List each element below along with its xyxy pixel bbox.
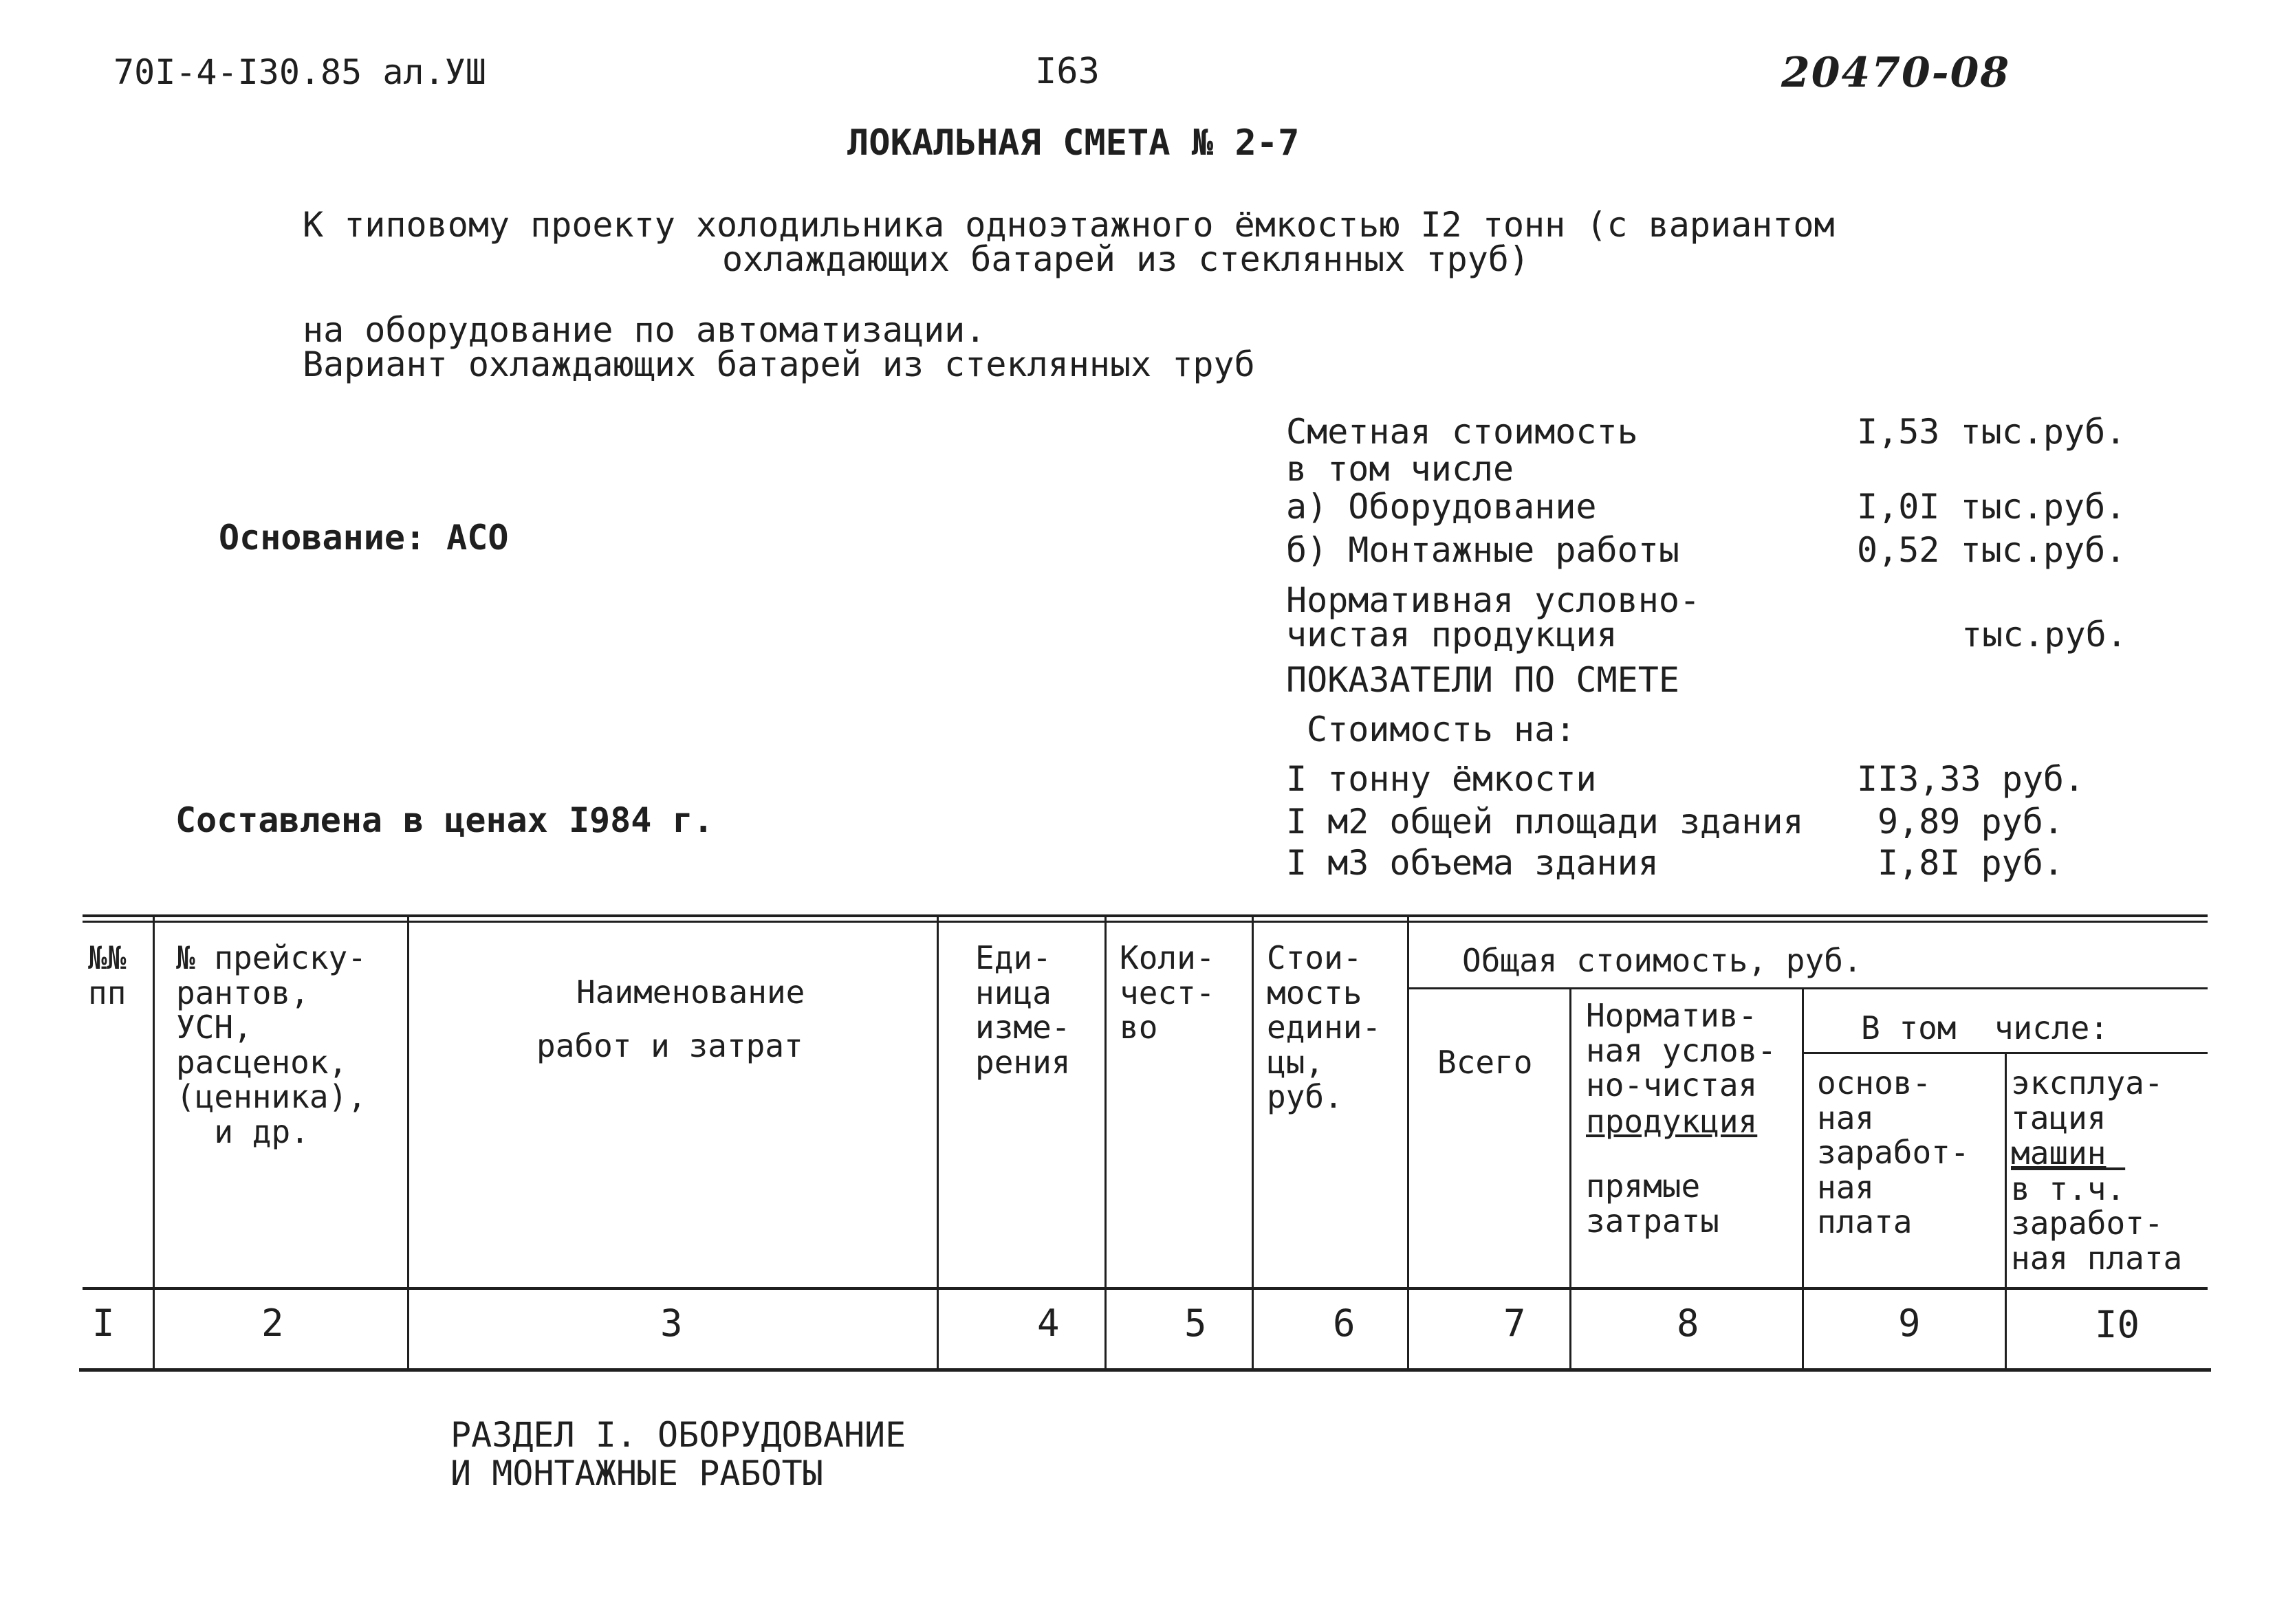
col-divider-8 bbox=[1802, 989, 1804, 1370]
column-number-3: 3 bbox=[660, 1302, 683, 1345]
normative-label-2: чистая продукция bbox=[1286, 615, 1618, 655]
header-col-8-bottom: прямые затраты bbox=[1586, 1167, 1719, 1240]
header-col-1: №№ пп bbox=[88, 939, 127, 1011]
col-divider-7 bbox=[1569, 989, 1571, 1370]
stamp-number: 20470-08 bbox=[1781, 49, 2011, 97]
installation-label: б) Монтажные работы bbox=[1286, 530, 1679, 570]
column-number-7: 7 bbox=[1503, 1302, 1526, 1345]
per-m2-label: I м2 общей площади здания bbox=[1286, 802, 1804, 842]
header-col-8-underlined: продукция bbox=[1586, 1103, 1758, 1140]
equipment-label: а) Оборудование bbox=[1286, 487, 1597, 527]
col-divider-2 bbox=[407, 917, 409, 1370]
column-number-2: 2 bbox=[261, 1302, 284, 1345]
header-col-10-bottom: заработ- ная плата bbox=[2011, 1205, 2183, 1277]
indicators-title: ПОКАЗАТЕЛИ ПО СМЕТЕ bbox=[1286, 660, 1679, 700]
table-bottom-rule bbox=[79, 1368, 2211, 1372]
purpose-line-1: на оборудование по автоматизации. bbox=[303, 310, 986, 350]
header-col-7: Всего bbox=[1437, 1044, 1533, 1081]
table-top-rule-2 bbox=[83, 921, 2208, 923]
subtitle-line-1: К типовому проекту холодильника одноэтажного ёмкостью I2 тонн (с вариантом bbox=[303, 205, 1835, 245]
normative-value: тыс.руб. bbox=[1961, 615, 2127, 655]
page-number: I63 bbox=[1035, 51, 1100, 92]
basis-text: Основание: АСО bbox=[219, 518, 509, 558]
per-m3-value: I,8I руб. bbox=[1877, 843, 2064, 883]
column-number-10: I0 bbox=[2095, 1303, 2140, 1346]
header-col-9: основ- ная заработ- ная плата bbox=[1817, 1064, 1970, 1241]
compiled-prices: Составлена в ценах I984 г. bbox=[175, 800, 714, 840]
per-ton-value: II3,33 руб. bbox=[1857, 759, 2085, 799]
header-col-6: Стои- мость едини- цы, руб. bbox=[1267, 939, 1382, 1116]
equipment-value: I,0I тыс.руб. bbox=[1857, 487, 2126, 527]
document-title: ЛОКАЛЬНАЯ СМЕТА № 2-7 bbox=[847, 122, 1300, 164]
section-title-line-1: РАЗДЕЛ I. ОБОРУДОВАНИЕ bbox=[450, 1415, 906, 1455]
table-top-rule bbox=[83, 914, 2208, 917]
header-group-including: В том числе: bbox=[1861, 1009, 2109, 1046]
normative-label-1: Нормативная условно- bbox=[1286, 580, 1701, 620]
column-number-8: 8 bbox=[1677, 1302, 1699, 1345]
group-incl-rule bbox=[1802, 1052, 2208, 1054]
col-divider-6 bbox=[1407, 917, 1409, 1370]
cost-for-label: Стоимость на: bbox=[1307, 710, 1576, 749]
column-number-5: 5 bbox=[1184, 1302, 1207, 1345]
header-col-5: Коли- чест- во bbox=[1120, 939, 1215, 1046]
col-divider-1 bbox=[153, 917, 155, 1370]
header-col-10-underlined: машин bbox=[2011, 1134, 2107, 1172]
column-number-4: 4 bbox=[1037, 1302, 1060, 1345]
installation-value: 0,52 тыс.руб. bbox=[1857, 530, 2126, 570]
header-col-3-line-2: работ и затрат bbox=[536, 1027, 803, 1064]
including-label: в том числе bbox=[1286, 449, 1514, 489]
header-col-2: № прейску- рантов, УСН, расценок, (ценника), и др. bbox=[176, 939, 367, 1150]
group-total-rule bbox=[1407, 987, 2208, 989]
header-bottom-rule bbox=[83, 1287, 2208, 1290]
estimated-cost-label: Сметная стоимость bbox=[1286, 412, 1638, 452]
column-number-9: 9 bbox=[1898, 1302, 1921, 1345]
per-m2-value: 9,89 руб. bbox=[1877, 802, 2064, 842]
subtitle-line-2: охлаждающих батарей из стеклянных труб) bbox=[722, 239, 1530, 279]
header-group-total: Общая стоимость, руб. bbox=[1462, 942, 1862, 979]
col-divider-5 bbox=[1252, 917, 1254, 1370]
per-ton-label: I тонну ёмкости bbox=[1286, 759, 1597, 799]
col-divider-9 bbox=[2005, 1053, 2007, 1370]
purpose-line-2: Вариант охлаждающих батарей из стеклянных труб bbox=[303, 344, 1255, 384]
document-code: 70I-4-I30.85 ал.УШ bbox=[113, 52, 486, 92]
header-col-10-top: эксплуа- тация bbox=[2011, 1064, 2164, 1137]
estimated-cost-value: I,53 тыс.руб. bbox=[1857, 412, 2126, 452]
col-divider-4 bbox=[1104, 917, 1107, 1370]
header-col-8-top: Норматив- ная услов- но-чистая bbox=[1586, 997, 1776, 1104]
header-col-3-line-1: Наименование bbox=[576, 974, 805, 1011]
column-number-1: I bbox=[92, 1302, 115, 1345]
column-number-6: 6 bbox=[1333, 1302, 1356, 1345]
header-col-10-underlined-2: в т.ч. bbox=[2011, 1170, 2126, 1207]
per-m3-label: I м3 объема здания bbox=[1286, 843, 1659, 883]
section-title-line-2: И МОНТАЖНЫЕ РАБОТЫ bbox=[450, 1453, 823, 1493]
header-col-4: Еди- ница изме- рения bbox=[975, 939, 1071, 1081]
col-divider-3 bbox=[937, 917, 939, 1370]
